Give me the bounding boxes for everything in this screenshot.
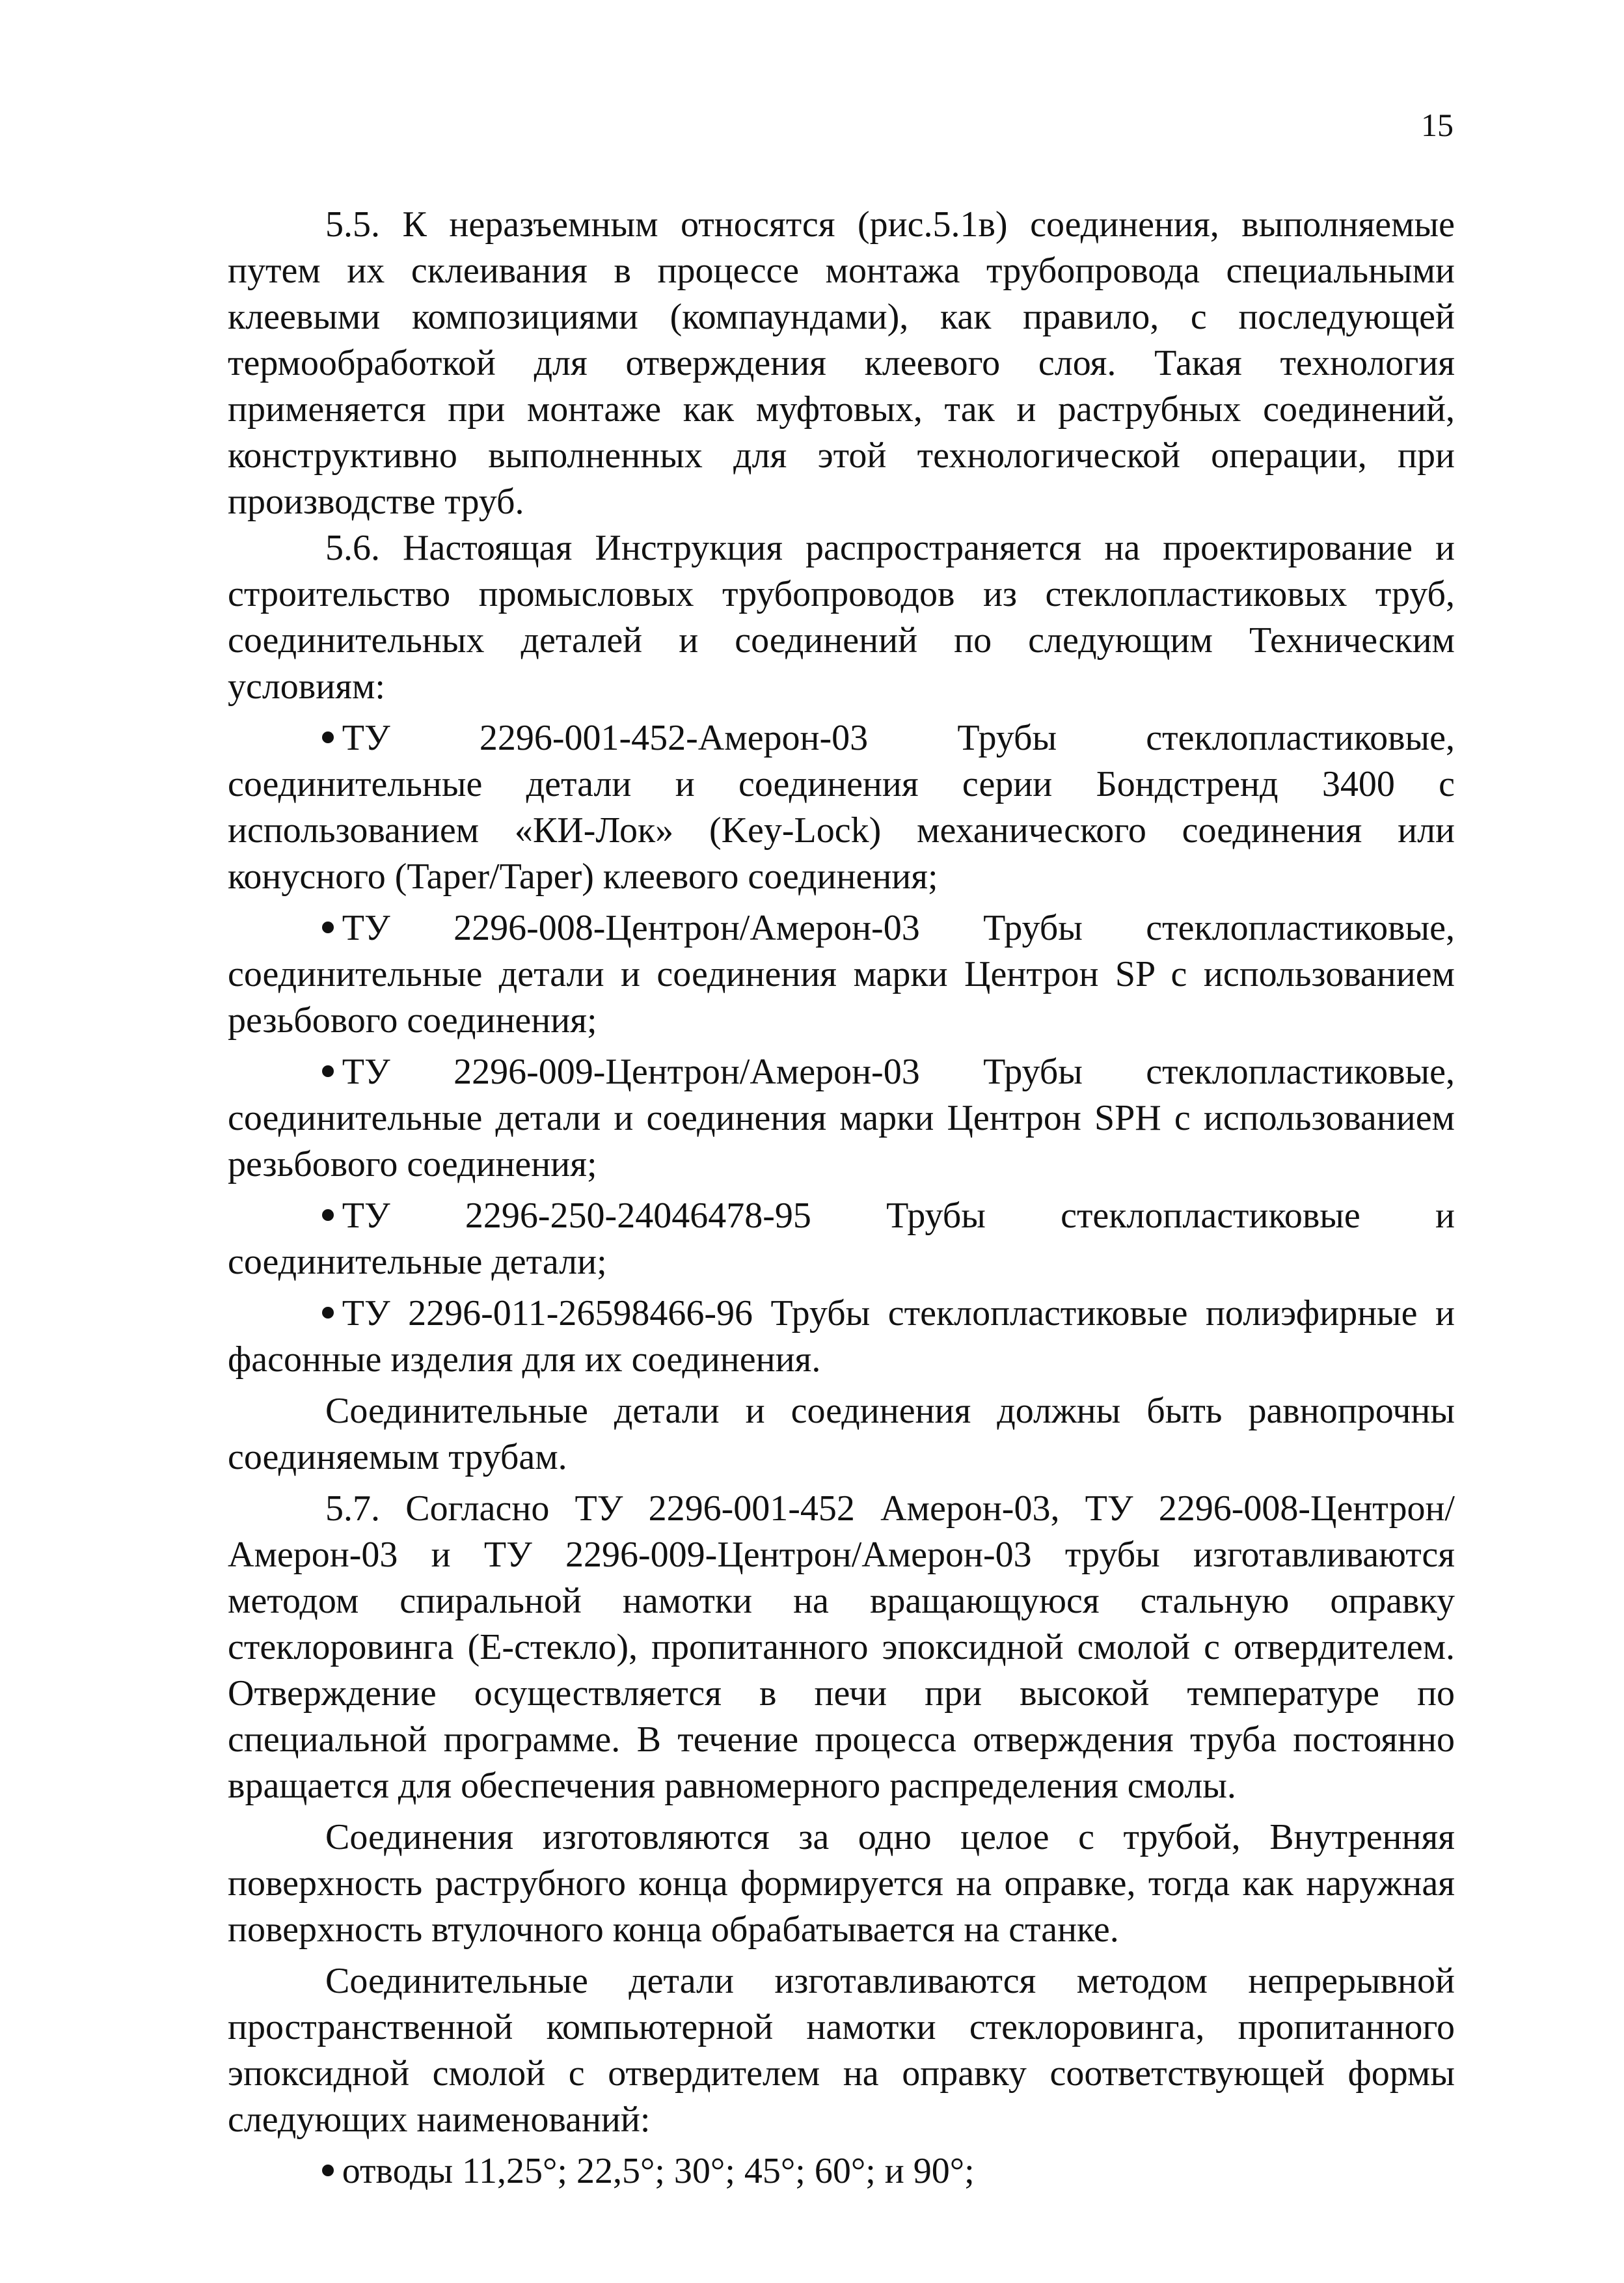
bullet-text: ТУ 2296-009-Центрон/Амерон-03 Трубы стеклопластиковые, соединительные детали и соединения марки Центрон SPH с использованием резьбового соединения;: [228, 1052, 1455, 1184]
bullet-text: ТУ 2296-250-24046478-95 Трубы стеклопластиковые и соединительные детали;: [228, 1196, 1455, 1282]
document-body: [228, 202, 1455, 2194]
paragraph-fittings: Соединительные детали изготавливаются методом непрерывной пространственной компьютерной намотки стеклоровинга, пропитанного эпоксидной смолой с отвердителем на оправку соответствующей формы следующих наименований:: [228, 1961, 1455, 2140]
bullet-item: [228, 1049, 1455, 1188]
bullet-item: [228, 715, 1455, 900]
bullet-icon: [322, 1291, 342, 1337]
bullet-item: [228, 1193, 1455, 1285]
paragraph-joints: Соединения изготовляются за одно целое с трубой, Внутренняя поверхность раструбного конца формируется на оправке, тогда как наружная поверхность втулочного конца обрабатывается на станке.: [228, 1817, 1455, 1950]
bullet-item: [228, 2148, 1455, 2194]
paragraph-5-7: 5.7. Согласно ТУ 2296-001-452 Амерон-03, ТУ 2296-008-Центрон/Амерон-03 и ТУ 2296-009-Центрон/Амерон-03 трубы изготавливаются методом спиральной намотки на вращающуюся стальную оправку стеклоровинга (Е-стекло), пропитанного эпоксидной смолой с отвердителем. Отверждение осуществляется в печи при высокой температуре по специальной программе. В течение процесса отверждения труба постоянно вращается для обеспечения равномерного распределения смолы.: [228, 1488, 1455, 1806]
bullet-text: ТУ 2296-001-452-Амерон-03 Трубы стеклопластиковые, соединительные детали и соединения серии Бондстренд 3400 с использованием «КИ-Лок» (Key-Lock) механического соединения или конусного (Taper/Taper) клеевого соединения;: [228, 718, 1455, 897]
bullet-icon: [322, 1049, 342, 1095]
bullet-icon: [322, 715, 342, 761]
paragraph-equal-strength: Соединительные детали и соединения должны быть равнопрочны соединяемым трубам.: [228, 1391, 1455, 1477]
bullet-icon: [322, 905, 342, 951]
bullet-text: отводы 11,25°; 22,5°; 30°; 45°; 60°; и 90°;: [342, 2151, 975, 2191]
bullet-item: [228, 905, 1455, 1044]
bullet-item: [228, 1291, 1455, 1383]
bullet-text: ТУ 2296-008-Центрон/Амерон-03 Трубы стеклопластиковые, соединительные детали и соединения марки Центрон SP с использованием резьбового соединения;: [228, 908, 1455, 1041]
page-number: 15: [1421, 107, 1454, 143]
paragraph-5-6: 5.6. Настоящая Инструкция распространяется на проектирование и строительство промысловых трубопроводов из стеклопластиковых труб, соединительных деталей и соединений по следующим Техническим условиям:: [228, 528, 1455, 707]
bullet-icon: [322, 2148, 342, 2194]
bullet-icon: [322, 1193, 342, 1239]
bullet-text: ТУ 2296-011-26598466-96 Трубы стеклопластиковые полиэфирные и фасонные изделия для их соединения.: [228, 1293, 1455, 1380]
paragraph-5-5: 5.5. К неразъемным относятся (рис.5.1в) соединения, выполняемые путем их склеивания в процессе монтажа трубопровода специальными клеевыми композициями (компаундами), как правило, с последующей термообработкой для отверждения клеевого слоя. Такая технология применяется при монтаже как муфтовых, так и раструбных соединений, конструктивно выполненных для этой технологической операции, при производстве труб.: [228, 204, 1455, 522]
